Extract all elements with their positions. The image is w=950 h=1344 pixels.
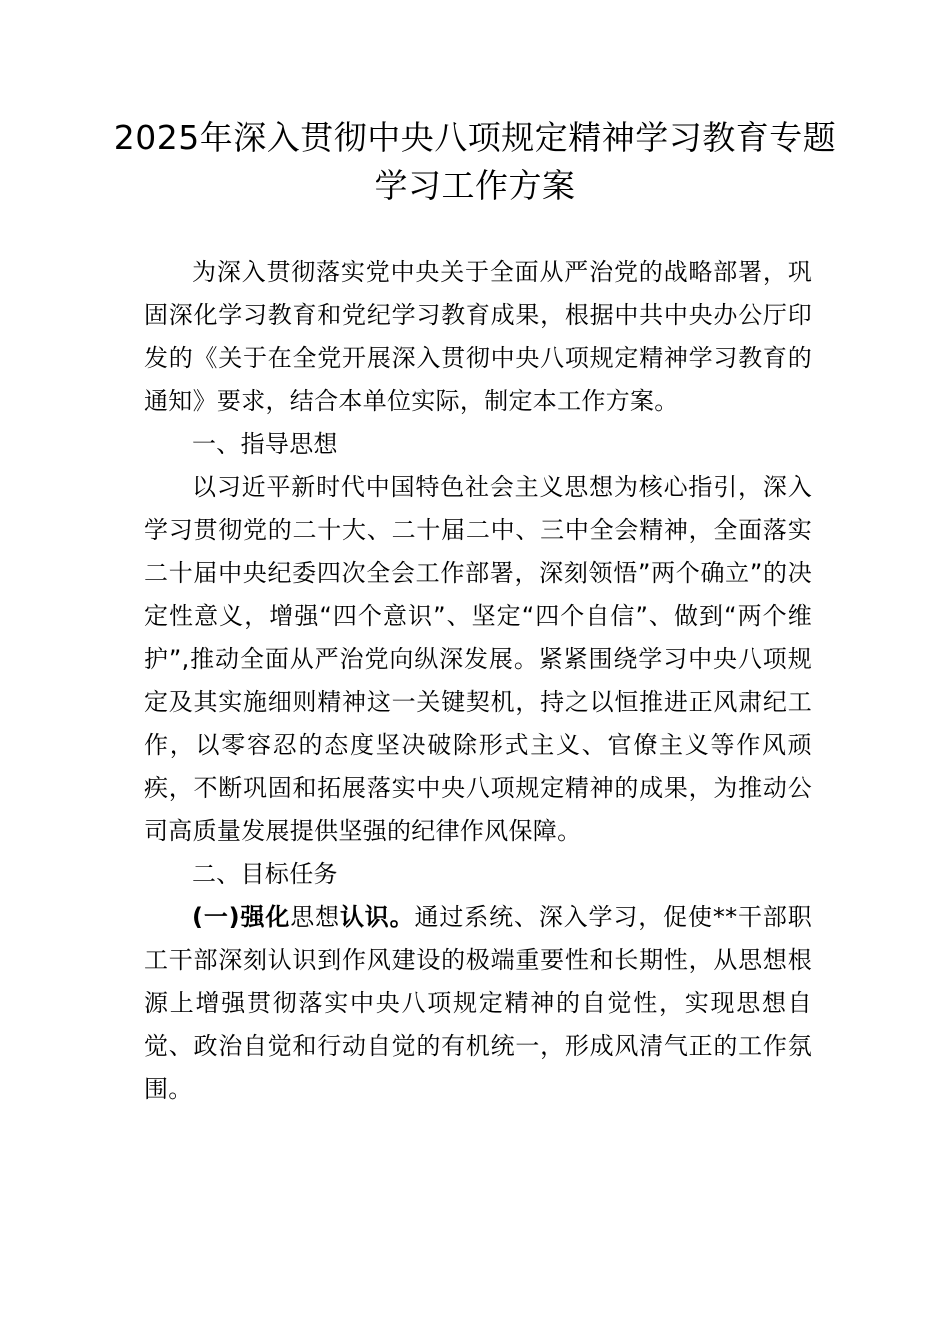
goal-item-1-text: 通过系统、深入学习，促使**干部职工干部深刻认识到作风建设的极端重要性和长期性，从思想根源上增强贯彻落实中央八项规定精神的自觉性，实现思想自觉、政治自觉和行动自觉的有机统一，形成风清气正的工作氛围。 [144, 903, 812, 1103]
document-body [144, 251, 812, 1111]
section-heading-goals-tasks: 二、目标任务 [192, 860, 338, 888]
guiding-ideology-paragraph: 以习近平新时代中国特色社会主义思想为核心指引，深入学习贯彻党的二十大、二十届二中、三中全会精神，全面落实二十届中央纪委四次全会工作部署，深刻领悟”两个确立”的决定性意义，增强“四个意识”、坚定“四个自信”、做到“两个维护”,推动全面从严治党向纵深发展。紧紧围绕学习中央八项规定及其实施细则精神这一关键契机，持之以恒推进正风肃纪工作，以零容忍的态度坚决破除形式主义、官僚主义等作风顽疾，不断巩固和拓展落实中央八项规定精神的成果，为推动公司高质量发展提供坚强的纪律作风保障。 [144, 473, 812, 845]
document-title: 2025年深入贯彻中央八项规定精神学习教育专题学习工作方案 [113, 118, 837, 205]
goal-item-1-label-bold-a: (一)强化 [192, 903, 291, 931]
goal-item-1 [144, 896, 812, 1111]
intro-paragraph: 为深入贯彻落实党中央关于全面从严治党的战略部署，巩固深化学习教育和党纪学习教育成果，根据中共中央办公厅印发的《关于在全党开展深入贯彻中央八项规定精神学习教育的通知》要求，结合本单位实际，制定本工作方案。 [144, 258, 812, 415]
goal-item-1-label-normal: 思想 [290, 903, 340, 931]
section-heading-guiding-ideology: 一、指导思想 [192, 430, 338, 458]
goal-item-1-label-bold-b: 认识。 [339, 903, 415, 931]
